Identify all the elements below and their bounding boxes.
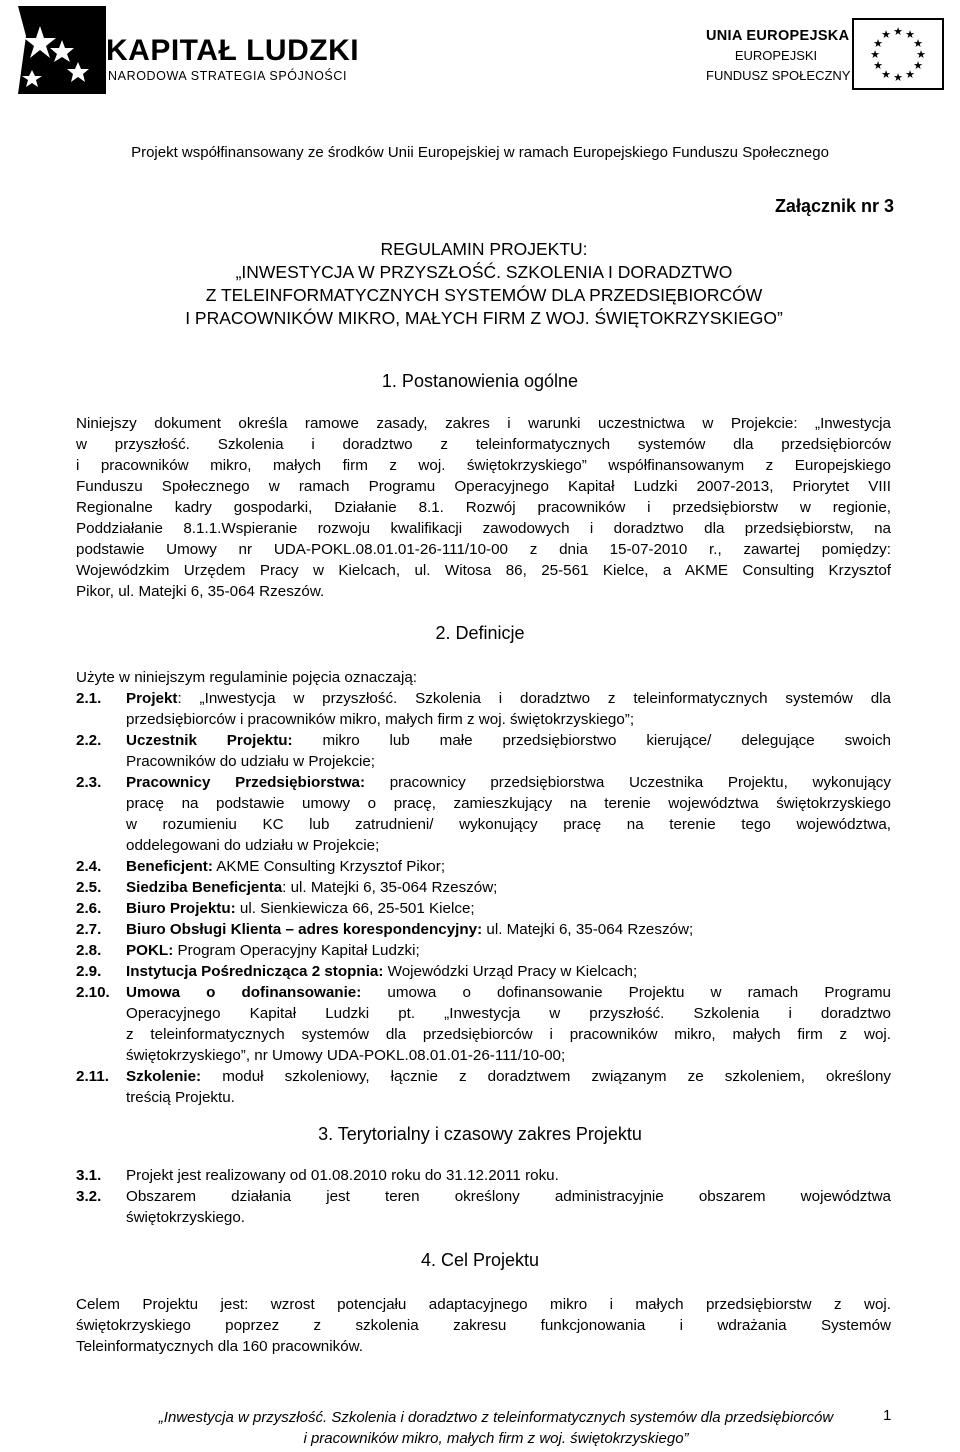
section-3-heading: 3. Terytorialny i czasowy zakres Projektu	[318, 1124, 642, 1144]
kapital-ludzki-title: KAPITAŁ LUDZKI	[106, 34, 360, 67]
text-line: mikro lub małe przedsiębiorstwo kierujące/ delegujące swoich	[292, 732, 891, 749]
text-line: ul. Matejki 6, 35-064 Rzeszów;	[482, 921, 694, 938]
item-number: 2.6.	[76, 900, 102, 917]
item-number: 2.1.	[76, 690, 102, 707]
svg-text:★: ★	[893, 71, 903, 84]
item-number: 2.4.	[76, 858, 102, 875]
definition-term: Pracownicy Przedsiębiorstwa:	[126, 774, 366, 791]
item-number: 2.11.	[76, 1068, 109, 1085]
svg-text:★: ★	[870, 48, 880, 61]
text-line: pracę na podstawie umowy o pracę, zamieszkujący na terenie województwa świętokrzyskiego	[126, 795, 891, 812]
svg-text:★: ★	[873, 37, 883, 50]
definition-term: Szkolenie:	[126, 1068, 202, 1085]
definition-term: Instytucja Pośrednicząca 2 stopnia:	[126, 963, 384, 980]
eu-line-1: UNIA EUROPEJSKA	[706, 28, 850, 44]
definition-term: Biuro Projektu:	[126, 900, 236, 917]
kapital-ludzki-subtitle: NARODOWA STRATEGIA SPÓJNOŚCI	[108, 69, 348, 83]
text-line: Obszarem działania jest teren określony administracyjnie obszarem województwa	[126, 1188, 891, 1205]
text-line: : ul. Matejki 6, 35-064 Rzeszów;	[282, 879, 498, 896]
definition-term: Umowa o dofinansowanie:	[126, 984, 362, 1001]
text-line: AKME Consulting Krzysztof Pikor;	[212, 858, 446, 875]
svg-text:★: ★	[913, 37, 923, 50]
text-line: moduł szkoleniowy, łącznie z doradztwem związanym ze szkoleniem, określony	[201, 1068, 891, 1085]
text-line: ul. Sienkiewicza 66, 25-501 Kielce;	[235, 900, 475, 917]
text-line: Poddziałanie 8.1.1.Wspieranie rozwoju kwalifikacji zawodowych i doradztwo dla przedsiębiorstw, na	[76, 520, 891, 537]
text-line: Teleinformatycznych dla 160 pracowników.	[76, 1338, 364, 1355]
text-line: i pracowników mikro, małych firm z woj. świętokrzyskiego” współfinansowanym z Europejskiego	[76, 457, 891, 474]
footer-line-1: „Inwestycja w przyszłość. Szkolenia i doradztwo z teleinformatycznych systemów dla przedsiębiorców	[158, 1409, 834, 1426]
text-line: Program Operacyjny Kapitał Ludzki;	[173, 942, 420, 959]
text-line: świętokrzyskiego poprzez z szkolenia zakresu funkcjonowania i wdrażania Systemów	[76, 1317, 891, 1334]
definitions-intro: Użyte w niniejszym regulaminie pojęcia oznaczają:	[76, 669, 418, 686]
text-line: podstawie Umowy nr UDA-POKL.08.01.01-26-111/10-00 z dnia 15-07-2010 r., zawartej pomiędzy:	[76, 541, 891, 558]
svg-text:★: ★	[905, 28, 915, 41]
page-footer	[96, 1407, 896, 1449]
eu-line-2: EUROPEJSKI	[734, 48, 818, 63]
section-1-paragraph	[76, 413, 891, 602]
text-line: Celem Projektu jest: wzrost potencjału adaptacyjnego mikro i małych przedsiębiorstw z woj.	[76, 1296, 891, 1313]
text-line: Regionalne kadry gospodarki, Działanie 8.1. Rozwój pracowników i przedsiębiorstw w regionie,	[76, 499, 891, 516]
text-line: Wojewódzkim Urzędem Pracy w Kielcach, ul. Witosa 86, 25-561 Kielce, a AKME Consulting Krzysztof	[76, 562, 891, 579]
svg-text:★: ★	[893, 25, 903, 38]
text-line: Projekt jest realizowany od 01.08.2010 roku do 31.12.2011 roku.	[126, 1167, 559, 1184]
text-line: umowa o dofinansowanie Projektu w ramach Programu	[361, 984, 891, 1001]
svg-text:★: ★	[873, 59, 883, 72]
text-line: świętokrzyskiego”, nr Umowy UDA-POKL.08.01.01-26-111/10-00;	[126, 1047, 566, 1064]
title-line-2: „INWESTYCJA W PRZYSZŁOŚĆ. SZKOLENIA I DORADZTWO	[235, 262, 733, 282]
item-number: 2.8.	[76, 942, 102, 959]
eu-fund-text	[706, 26, 851, 86]
item-number: 2.7.	[76, 921, 102, 938]
text-line: Pracowników do udziału w Projekcie;	[126, 753, 376, 770]
section-3-list	[76, 1165, 891, 1229]
text-line: : „Inwestycja w przyszłość. Szkolenia i doradztwo z teleinformatycznych systemów dla	[177, 690, 891, 707]
cofinance-note: Projekt współfinansowany ze środków Unii Europejskiej w ramach Europejskiego Funduszu Społecznego	[131, 144, 829, 161]
item-number: 2.9.	[76, 963, 102, 980]
definition-term: Biuro Obsługi Klienta – adres korespondencyjny:	[126, 921, 483, 938]
text-line: przedsiębiorców i pracowników mikro, małych firm z woj. świętokrzyskiego”;	[126, 711, 635, 728]
text-line: Wojewódzki Urząd Pracy w Kielcach;	[383, 963, 638, 980]
text-line: świętokrzyskiego.	[126, 1209, 246, 1226]
text-line: pracownicy przedsiębiorstwa Uczestnika Projektu, wykonujący	[365, 774, 891, 791]
section-4-paragraph	[76, 1294, 891, 1357]
section-2-heading: 2. Definicje	[435, 623, 525, 643]
text-line: Niniejszy dokument określa ramowe zasady, zakres i warunki uczestnictwa w Projekcie: „Inwestycja	[76, 415, 891, 432]
definition-term: Uczestnik Projektu:	[126, 732, 293, 749]
definition-term: Siedziba Beneficjenta	[126, 879, 283, 896]
text-line: w przyszłość. Szkolenia i doradztwo z teleinformatycznych systemów dla przedsiębiorców	[76, 436, 891, 453]
item-number: 2.10.	[76, 984, 110, 1001]
text-line: w rozumieniu KC lub zatrudnieni/ wykonujący pracę na terenie tego województwa,	[126, 816, 891, 833]
annex-label: Załącznik nr 3	[774, 196, 894, 216]
text-line: treścią Projektu.	[126, 1089, 235, 1106]
text-line: Pikor, ul. Matejki 6, 35-064 Rzeszów.	[76, 583, 325, 600]
page-number: 1	[883, 1407, 892, 1424]
definition-term: POKL:	[126, 942, 174, 959]
item-number: 3.1.	[76, 1167, 102, 1184]
title-line-4: I PRACOWNIKÓW MIKRO, MAŁYCH FIRM Z WOJ. ŚWIĘTOKRZYSKIEGO”	[185, 308, 783, 328]
text-line: Funduszu Społecznego w ramach Programu Operacyjnego Kapitał Ludzki 2007-2013, Priorytet VIII	[76, 478, 891, 495]
text-line: Operacyjnego Kapitał Ludzki pt. „Inwestycja w przyszłość. Szkolenia i doradztwo	[126, 1005, 891, 1022]
title-line-1: REGULAMIN PROJEKTU:	[380, 239, 588, 259]
item-number: 2.5.	[76, 879, 102, 896]
footer-line-2: i pracowników mikro, małych firm z woj. świętokrzyskiego”	[303, 1430, 689, 1447]
item-number: 2.2.	[76, 732, 102, 749]
eu-flag-icon	[852, 18, 944, 90]
svg-text:★: ★	[913, 59, 923, 72]
svg-text:★: ★	[905, 68, 915, 81]
title-line-3: Z TELEINFORMATYCZNYCH SYSTEMÓW DLA PRZEDSIĘBIORCÓW	[205, 285, 763, 305]
svg-text:★: ★	[881, 68, 891, 81]
text-line: oddelegowani do udziału w Projekcie;	[126, 837, 380, 854]
definition-term: Projekt	[126, 690, 178, 707]
item-number: 3.2.	[76, 1188, 102, 1205]
item-number: 2.3.	[76, 774, 102, 791]
svg-text:★: ★	[881, 28, 891, 41]
text-line: z teleinformatycznych systemów dla przedsiębiorców i pracowników mikro, małych firm z woj.	[126, 1026, 891, 1043]
section-1-heading: 1. Postanowienia ogólne	[381, 371, 579, 391]
definitions-list	[76, 688, 891, 1106]
eu-line-3: FUNDUSZ SPOŁECZNY	[706, 68, 851, 83]
definition-term: Beneficjent:	[126, 858, 213, 875]
svg-text:★: ★	[916, 48, 926, 61]
section-4-heading: 4. Cel Projektu	[420, 1250, 540, 1270]
